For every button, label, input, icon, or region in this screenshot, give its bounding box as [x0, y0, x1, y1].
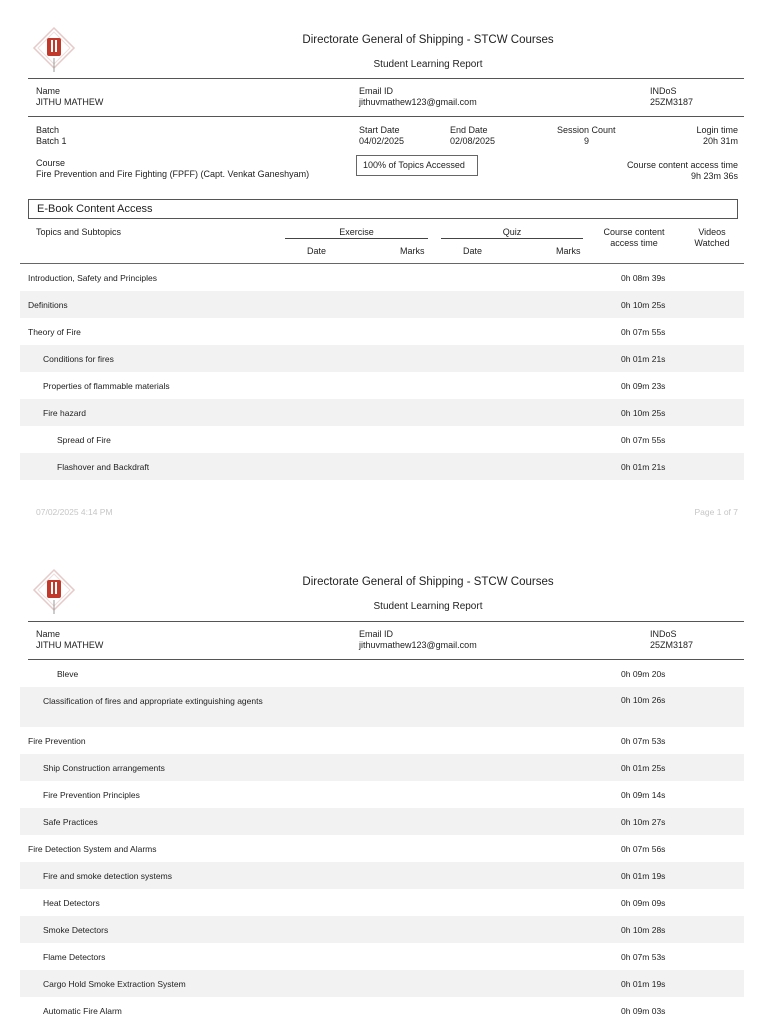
topic-label: Smoke Detectors — [43, 924, 109, 935]
name-value: JITHU MATHEW — [36, 640, 104, 650]
topic-label: Fire and smoke detection systems — [43, 870, 172, 881]
table-row — [20, 808, 744, 835]
login-time-field — [648, 125, 738, 147]
content-access-time-label: Course content access time — [626, 160, 738, 170]
access-time: 0h 10m 28s — [621, 924, 666, 935]
name-label: Name — [36, 86, 61, 96]
quiz-marks-header: Marks — [556, 246, 581, 256]
indos-label: INDoS — [650, 629, 677, 639]
start-date-label: Start Date — [359, 125, 400, 135]
exercise-marks-header: Marks — [400, 246, 425, 256]
login-time-label: Login time — [696, 125, 738, 135]
table-row — [20, 997, 744, 1024]
table-row — [20, 318, 744, 345]
topic-label: Fire Prevention — [28, 735, 86, 746]
content-access-time-field — [590, 160, 738, 182]
col-exercise-header: Exercise — [339, 227, 374, 237]
report-title: Directorate General of Shipping - STCW Courses — [302, 34, 554, 46]
col-videos-header — [686, 227, 738, 249]
access-time: 0h 09m 14s — [621, 789, 666, 800]
batch-label: Batch — [36, 125, 60, 135]
table-row — [20, 372, 744, 399]
access-time: 0h 01m 19s — [621, 978, 666, 989]
table-row — [20, 727, 744, 754]
topic-label: Automatic Fire Alarm — [43, 1005, 122, 1016]
topic-label: Fire Detection System and Alarms — [28, 843, 157, 854]
col-videos-line1: Videos — [698, 227, 726, 237]
access-time: 0h 10m 25s — [621, 407, 666, 418]
topic-label: Spread of Fire — [57, 434, 111, 445]
table-row — [20, 943, 744, 970]
email-value: jithuvmathew123@gmail.com — [359, 97, 477, 107]
email-field — [359, 86, 477, 108]
report-title: Directorate General of Shipping - STCW Courses — [302, 576, 554, 588]
table-row — [20, 660, 744, 687]
name-field — [36, 629, 103, 651]
topics-accessed-badge: 100% of Topics Accessed — [356, 155, 478, 176]
indos-label: INDoS — [650, 86, 677, 96]
footer-timestamp: 07/02/2025 4:14 PM — [36, 507, 113, 517]
access-time: 0h 07m 55s — [621, 326, 666, 337]
table-row — [20, 862, 744, 889]
exercise-underline — [285, 238, 428, 239]
table-row — [20, 291, 744, 318]
table-row — [20, 399, 744, 426]
col-access-time-line1: Course content — [603, 227, 665, 237]
topic-label: Theory of Fire — [28, 326, 81, 337]
table-row — [20, 687, 744, 727]
ebook-section-title: E-Book Content Access — [28, 199, 738, 219]
access-time: 0h 01m 19s — [621, 870, 666, 881]
topic-label: Definitions — [28, 299, 68, 310]
topic-label: Fire hazard — [43, 407, 86, 418]
login-time-value: 20h 31m — [702, 136, 738, 146]
access-time: 0h 01m 21s — [621, 353, 666, 364]
exercise-date-header: Date — [307, 246, 327, 256]
content-access-time-value: 9h 23m 36s — [690, 171, 738, 181]
table-row — [20, 345, 744, 372]
access-time: 0h 07m 55s — [621, 434, 666, 445]
topic-label: Flashover and Backdraft — [57, 461, 150, 472]
course-field — [36, 158, 309, 180]
table-row — [20, 453, 744, 480]
email-label: Email ID — [359, 86, 394, 96]
topic-label: Bleve — [57, 668, 79, 679]
name-field — [36, 86, 103, 108]
start-date-value: 04/02/2025 — [359, 136, 405, 146]
report-page-2 — [0, 568, 768, 1024]
topic-label: Introduction, Safety and Principles — [28, 272, 157, 283]
name-value: JITHU MATHEW — [36, 97, 104, 107]
access-time: 0h 07m 56s — [621, 843, 666, 854]
email-label: Email ID — [359, 629, 394, 639]
access-time: 0h 10m 27s — [621, 816, 666, 827]
session-count-label: Session Count — [557, 125, 616, 135]
table-row — [20, 835, 744, 862]
divider — [28, 78, 744, 79]
topic-label: Ship Construction arrangements — [43, 762, 165, 773]
quiz-date-header: Date — [463, 246, 483, 256]
indos-field — [650, 629, 693, 651]
indos-field — [650, 86, 693, 108]
col-videos-line2: Watched — [694, 238, 730, 248]
access-time: 0h 07m 53s — [621, 735, 666, 746]
access-time: 0h 09m 09s — [621, 897, 666, 908]
name-label: Name — [36, 629, 61, 639]
course-label: Course — [36, 158, 66, 168]
col-quiz-header: Quiz — [502, 227, 522, 237]
divider — [28, 621, 744, 622]
topic-label: Properties of flammable materials — [43, 380, 170, 391]
session-count-value: 9 — [584, 136, 590, 146]
access-time: 0h 08m 39s — [621, 272, 666, 283]
end-date-label: End Date — [450, 125, 488, 135]
start-date-field — [359, 125, 404, 147]
access-time: 0h 09m 20s — [621, 668, 666, 679]
quiz-underline — [441, 238, 583, 239]
batch-value: Batch 1 — [36, 136, 67, 146]
batch-field — [36, 125, 67, 147]
footer-page-number: Page 1 of 7 — [694, 507, 738, 517]
table-row — [20, 754, 744, 781]
report-subtitle: Student Learning Report — [373, 601, 483, 612]
indos-value: 25ZM3187 — [650, 97, 694, 107]
topic-label: Conditions for fires — [43, 353, 114, 364]
col-topics-header: Topics and Subtopics — [36, 227, 122, 237]
email-value: jithuvmathew123@gmail.com — [359, 640, 477, 650]
topic-label: Safe Practices — [43, 816, 98, 827]
topic-label: Fire Prevention Principles — [43, 789, 140, 800]
access-time: 0h 10m 26s — [621, 695, 666, 705]
col-access-time-line2: access time — [610, 238, 658, 248]
topic-label: Classification of fires and appropriate extinguishing agents — [43, 696, 263, 706]
table-row — [20, 889, 744, 916]
course-value: Fire Prevention and Fire Fighting (FPFF) (Capt. Venkat Ganeshyam) — [36, 169, 310, 179]
end-date-field — [450, 125, 495, 147]
access-time: 0h 01m 25s — [621, 762, 666, 773]
divider — [28, 116, 744, 117]
report-subtitle: Student Learning Report — [373, 59, 483, 70]
table-row — [20, 426, 744, 453]
table-row — [20, 916, 744, 943]
indos-value: 25ZM3187 — [650, 640, 694, 650]
access-time: 0h 09m 03s — [621, 1005, 666, 1016]
topic-label: Flame Detectors — [43, 951, 106, 962]
topic-label: Cargo Hold Smoke Extraction System — [43, 978, 186, 989]
access-time: 0h 09m 23s — [621, 380, 666, 391]
topic-label: Heat Detectors — [43, 897, 100, 908]
session-count-field — [557, 125, 616, 147]
access-time: 0h 10m 25s — [621, 299, 666, 310]
access-time: 0h 07m 53s — [621, 951, 666, 962]
end-date-value: 02/08/2025 — [450, 136, 496, 146]
access-time: 0h 01m 21s — [621, 461, 666, 472]
email-field — [359, 629, 477, 651]
col-access-time-header — [598, 227, 670, 249]
table-row — [20, 781, 744, 808]
table-row — [20, 264, 744, 291]
table-row — [20, 970, 744, 997]
